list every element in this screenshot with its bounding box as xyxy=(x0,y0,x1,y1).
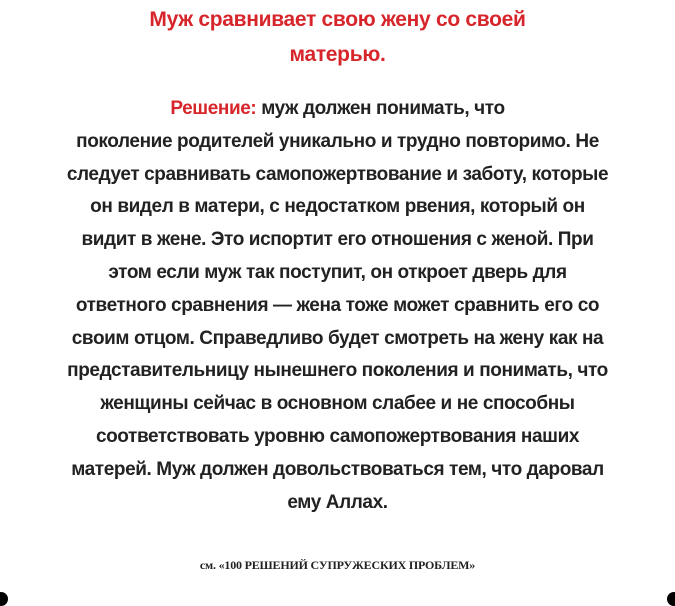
body-line-13: ему Аллах. xyxy=(287,491,388,513)
title-line-2: матерью. xyxy=(289,43,386,66)
body-line-8: своим отцом. Справедливо будет смотреть на жену как на xyxy=(71,327,604,349)
body-line-12: матерей. Муж должен довольствоваться тем, что даровал xyxy=(71,458,604,480)
body-line-4: он видел в матери, с недостатком рвения, который он xyxy=(90,196,585,218)
page-title xyxy=(0,2,675,72)
source-footer: см. «100 РЕШЕНИЙ СУПРУЖЕСКИХ ПРОБЛЕМ» xyxy=(199,558,476,572)
title-line-1: Муж сравнивает свою жену со своей xyxy=(149,8,526,31)
solution-label: Решение: xyxy=(170,98,257,119)
body-line-5: видит в жене. Это испортит его отношения с женой. При xyxy=(81,229,594,251)
corner-mask-right xyxy=(667,592,675,606)
body-line-2: поколение родителей уникально и трудно повторимо. Не xyxy=(76,130,599,152)
body-line-7: ответного сравнения — жена тоже может сравнить его со xyxy=(75,294,600,316)
body-line-1 xyxy=(6,93,669,126)
body-line-10: женщины сейчас в основном слабее и не способны xyxy=(100,393,575,415)
corner-mask-left xyxy=(0,592,8,606)
body-line-11: соответствовать уровню самопожертвования наших xyxy=(95,425,580,447)
body-line-9: представительницу нынешнего поколения и понимать, что xyxy=(67,360,608,382)
body-paragraph xyxy=(6,93,669,519)
body-line-3: следует сравнивать самопожертвование и заботу, которые xyxy=(66,163,609,185)
body-line-1-text: муж должен понимать, что xyxy=(261,98,505,119)
body-line-6: этом если муж так поступит, он откроет дверь для xyxy=(108,261,567,283)
